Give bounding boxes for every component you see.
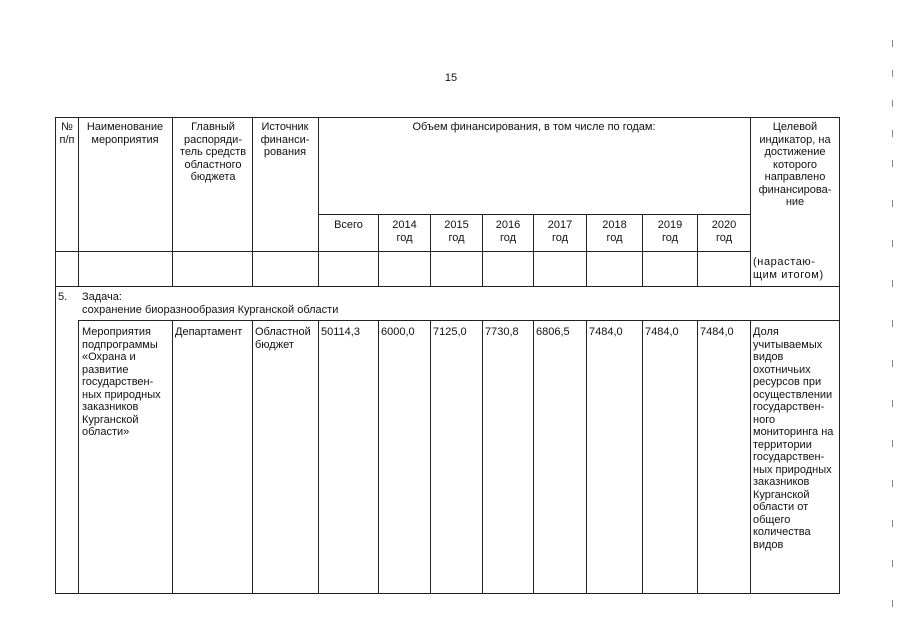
year-label: 2020 [711, 219, 737, 231]
year-label: 2018 [602, 219, 627, 231]
year-unit: год [396, 231, 413, 244]
header-target-continued: (нарастаю-щим итогом) [753, 256, 824, 281]
value-2020: 7484,0 [700, 326, 734, 338]
year-label: 2016 [495, 219, 521, 231]
header-budget-manager: Главный распоряди-тель средств областного бюджета [179, 121, 247, 183]
year-unit: год [551, 231, 569, 244]
task-num: 5. [58, 291, 68, 303]
year-unit: год [715, 231, 733, 244]
table-col-rule [642, 320, 643, 594]
table-col-rule [252, 117, 253, 286]
header-funding-source: Источник финанси-рования [260, 121, 310, 158]
header-year-2019 [644, 219, 696, 244]
value-2016: 7730,8 [485, 326, 519, 338]
year-label: 2017 [547, 219, 573, 231]
year-label: 2014 [392, 219, 417, 231]
year-unit: год [606, 231, 623, 244]
task-text: сохранение биоразнообразия Курганской области [82, 304, 339, 316]
table-border-right [839, 117, 840, 594]
year-unit: год [499, 231, 517, 244]
header-year-2015 [432, 219, 481, 244]
value-2018: 7484,0 [589, 326, 623, 338]
table-rule-header-end [55, 251, 750, 252]
table-col-rule [586, 214, 587, 286]
header-num: № п/п [59, 121, 75, 146]
header-financing-volume: Объем финансирования, в том числе по годам: [412, 121, 656, 133]
value-2014: 6000,0 [381, 326, 415, 338]
table-col-rule [172, 117, 173, 286]
header-target-indicator: Целевой индикатор, на достижение которого направлено финансирова-ние [758, 121, 832, 208]
table-col-rule [533, 320, 534, 594]
year-unit: год [661, 231, 679, 244]
table-rule-task [55, 286, 840, 287]
table-border-left [55, 117, 56, 594]
table-col-rule [482, 214, 483, 286]
table-col-rule [318, 117, 319, 286]
table-col-rule [533, 214, 534, 286]
year-label: 2019 [657, 219, 683, 231]
table-col-rule [750, 320, 751, 594]
header-year-2016 [484, 219, 532, 244]
table-col-rule [482, 320, 483, 594]
table-col-rule [318, 320, 319, 594]
table-col-rule [430, 214, 431, 286]
page-number: 15 [444, 72, 458, 84]
table-col-rule [642, 214, 643, 286]
activity-manager: Департамент [175, 326, 243, 338]
target-indicator-text: Доля учитываемых видов охотничьих ресурсов при осуществлении государствен-ного мониторинга на территории государствен-ных природных заказников Курганской области от общего количества видов [753, 326, 834, 551]
year-label: 2015 [444, 219, 469, 231]
table-rule-years [318, 214, 750, 215]
table-col-rule [378, 214, 379, 286]
table-col-rule [78, 320, 79, 594]
table-col-rule [697, 320, 698, 594]
year-unit: год [448, 231, 465, 244]
value-2017: 6806,5 [536, 326, 570, 338]
table-col-rule [378, 320, 379, 594]
table-col-rule [252, 320, 253, 594]
table-col-rule [697, 214, 698, 286]
table-col-rule [430, 320, 431, 594]
scan-edge-marks [892, 0, 896, 640]
header-total: Всего [334, 219, 363, 231]
value-total: 50114,3 [321, 326, 360, 338]
value-2019: 7484,0 [645, 326, 679, 338]
table-col-rule [172, 320, 173, 594]
header-year-2018 [588, 219, 641, 244]
task-label: Задача: [82, 291, 122, 303]
activity-source: Областной бюджет [255, 326, 311, 351]
table-col-rule [750, 117, 751, 286]
header-year-2017 [535, 219, 585, 244]
header-activity-name: Наименование мероприятия [86, 121, 164, 146]
activity-name: Мероприятия подпрограммы «Охрана и развитие государствен-ных природных заказников Курганской области» [82, 326, 161, 438]
table-col-rule [586, 320, 587, 594]
header-year-2014 [380, 219, 429, 244]
table-rule-row [78, 320, 840, 321]
table-col-rule [78, 117, 79, 286]
header-year-2020 [699, 219, 749, 244]
value-2015: 7125,0 [433, 326, 467, 338]
